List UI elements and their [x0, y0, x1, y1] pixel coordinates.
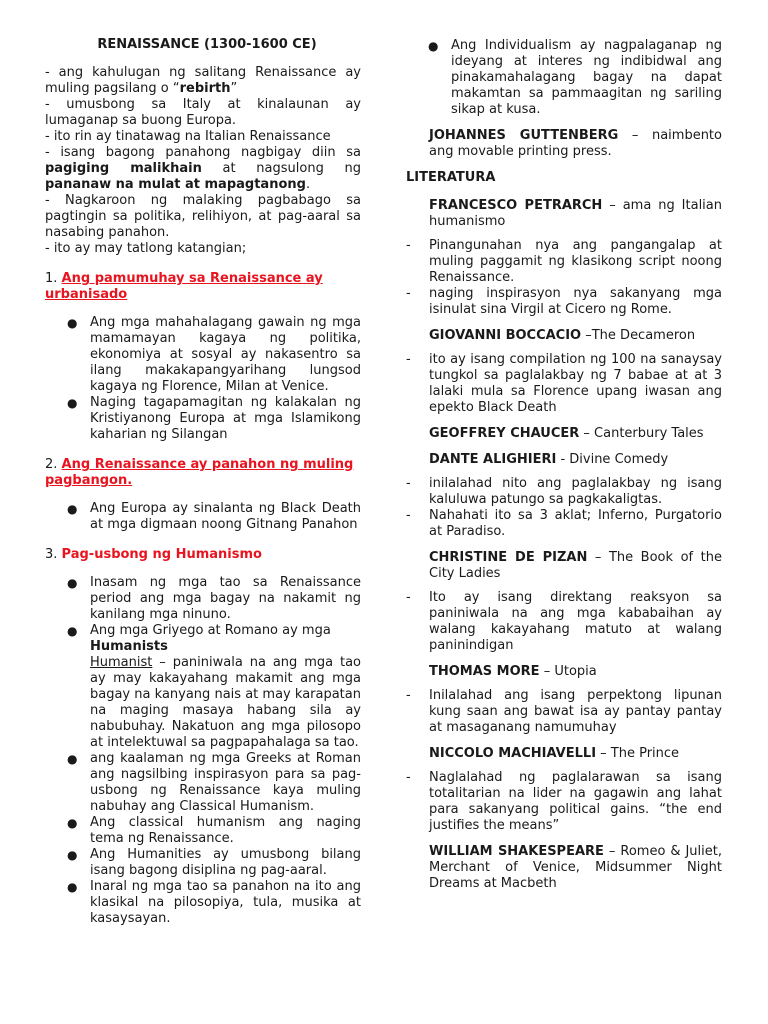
author-name: GEOFFREY CHAUCER	[429, 426, 580, 441]
entry-dante	[406, 452, 722, 468]
bullet-icon: ●	[67, 816, 78, 830]
list-item-text: – paniniwala na ang mga tao ay may kakayahang makamit ang mga bagay na kanyang nais at may karapatan na maging masaya habang sila ay nabubuhay. Nakatuon ang mga pilosopo at intelektuwal sa pagpapahalaga sa tao.	[90, 655, 361, 750]
dash-marker: -	[406, 770, 411, 785]
intro-text: - isang bagong panahong nagbigay diin sa	[45, 145, 361, 160]
section-heading-3	[45, 547, 361, 563]
more-list	[406, 688, 722, 736]
work-title: - Divine Comedy	[556, 452, 669, 467]
right-column	[406, 38, 722, 892]
list-item	[406, 238, 722, 286]
work-title: – Romeo & Juliet, Merchant of Venice, Midsummer Night Dreams at Macbeth	[429, 844, 722, 891]
list-item-text: Inilalahad ang isang perpektong lipunan kung saan ang bawat isa ay pantay pantay at masaganang namumuhay	[429, 688, 722, 735]
individualism-list	[406, 38, 722, 118]
list-item-text: ito ay isang compilation ng 100 na sanaysay tungkol sa paglalakbay ng 7 babae at at 3 lalaki mula sa Florence upang iwasan ang epekto Black Death	[429, 352, 722, 415]
work-title: – The Prince	[596, 746, 680, 761]
list-item-bold: Humanists	[90, 639, 168, 654]
intro-bold: pagiging malikhain	[45, 161, 202, 176]
work-title: –The Decameron	[581, 328, 696, 343]
entry-shakespeare	[406, 844, 722, 892]
section-heading-2	[45, 457, 361, 489]
list-item	[406, 352, 722, 416]
list-item	[406, 688, 722, 736]
page-title: RENAISSANCE (1300-1600 CE)	[97, 37, 317, 52]
dash-marker: -	[406, 352, 411, 367]
intro-line: - Nagkaroon ng malaking pagbabago sa pagtingin sa politika, relihiyon, at pag-aaral sa nasabing panahon.	[45, 193, 361, 240]
intro-bold: pananaw na mulat at mapagtanong	[45, 177, 306, 192]
list-item	[406, 590, 722, 654]
work-title: – Utopia	[539, 664, 597, 679]
bullet-icon: ●	[67, 316, 78, 330]
bullet-icon: ●	[428, 39, 439, 53]
section-number: 2.	[45, 457, 62, 472]
list-item-text: naging inspirasyon nya sakanyang mga isinulat sina Virgil at Cicero ng Rome.	[429, 286, 722, 317]
list-item-text: Ang Europa ay sinalanta ng Black Death at mga digmaan noong Gitnang Panahon	[90, 501, 361, 532]
entry-pizan	[406, 550, 722, 582]
bullet-icon: ●	[67, 624, 78, 638]
dash-marker: -	[406, 476, 411, 491]
list-item-text: Nahahati ito sa 3 aklat; Inferno, Purgatorio at Paradiso.	[429, 508, 722, 539]
section-3-list	[45, 575, 361, 927]
author-name: FRANCESCO PETRARCH	[429, 198, 603, 213]
list-item-text: Ang classical humanism ang naging tema ng Renaissance.	[90, 815, 361, 846]
intro-line: - umusbong sa Italy at kinalaunan ay lumaganap sa buong Europa.	[45, 97, 361, 128]
list-item-text: Ang mga Griyego at Romano ay mga	[90, 623, 331, 638]
list-item-text: Naglalahad ng paglalarawan sa isang totalitarian na lider na gagawin ang lahat para sakanyang political gains. “the end justifies the means”	[429, 770, 722, 833]
list-item	[406, 286, 722, 318]
term-humanist: Humanist	[90, 655, 153, 670]
dash-marker: -	[406, 508, 411, 523]
list-item	[45, 501, 361, 533]
bullet-icon: ●	[67, 576, 78, 590]
boccacio-list	[406, 352, 722, 416]
work-title: – The Book of the City Ladies	[429, 550, 722, 581]
list-item-text: Inasam ng mga tao sa Renaissance period ang mga bagay na nakamit ng kanilang mga ninuno.	[90, 575, 361, 622]
entry-more	[406, 664, 722, 680]
list-item-text: Ito ay isang direktang reaksyon sa paniniwala na ang mga kababaihan ay walang kakayahang matuto at walang paninindigan	[429, 590, 722, 653]
list-item	[45, 395, 361, 443]
section-number: 3.	[45, 547, 62, 562]
section-heading: LITERATURA	[406, 170, 496, 185]
section-title: Pag-usbong ng Humanismo	[61, 547, 262, 562]
list-item	[406, 38, 722, 118]
petrarch-list	[406, 238, 722, 318]
pizan-list	[406, 590, 722, 654]
section-title: Ang pamumuhay sa Renaissance ay urbanisado	[45, 271, 323, 302]
list-item	[45, 847, 361, 879]
entry-guttenberg	[406, 128, 722, 160]
work-title: – ama ng Italian humanismo	[429, 198, 722, 229]
list-item-text: Naging tagapamagitan ng kalakalan ng Kristiyanong Europa at mga Islamikong kaharian ng Silangan	[90, 395, 361, 442]
list-item-text: Ang Humanities ay umusbong bilang isang bagong disiplina ng pag-aaral.	[90, 847, 361, 878]
work-title: – naimbento ang movable printing press.	[429, 128, 722, 159]
intro-text: at nagsulong ng	[201, 161, 361, 176]
intro-line	[45, 65, 361, 97]
list-item	[45, 751, 361, 815]
section-1-list	[45, 315, 361, 443]
author-name: DANTE ALIGHIERI	[429, 452, 557, 467]
list-item-text: Inaral ng mga tao sa panahon na ito ang klasikal na pilosopiya, tula, musika at kasaysayan.	[90, 879, 361, 926]
entry-petrarch	[406, 198, 722, 230]
machiavelli-list	[406, 770, 722, 834]
intro-line	[45, 145, 361, 193]
dash-marker: -	[406, 286, 411, 301]
bullet-icon: ●	[67, 502, 78, 516]
list-item	[45, 315, 361, 395]
list-item	[45, 623, 361, 751]
author-name: THOMAS MORE	[429, 664, 540, 679]
list-item	[406, 476, 722, 508]
entry-chaucer	[406, 426, 722, 442]
list-item	[45, 815, 361, 847]
list-item-text: Pinangunahan nya ang pangangalap at muling paggamit ng klasikong script noong Renaissance.	[429, 238, 722, 285]
author-name: JOHANNES GUTTENBERG	[429, 128, 619, 143]
list-item-text: Ang Individualism ay nagpalaganap ng ideyang at interes ng indibidwal ang pinakamahalagang bagay na dapat makamtan sa pammaagitan ng sariling sikap at kusa.	[451, 38, 722, 117]
bullet-icon: ●	[67, 880, 78, 894]
work-title: – Canterbury Tales	[579, 426, 704, 441]
list-item-text: inilalahad nito ang paglalakbay ng isang kaluluwa patungo sa pagkakaligtas.	[429, 476, 722, 507]
literatura-heading	[406, 170, 722, 186]
dante-list	[406, 476, 722, 540]
list-item	[406, 508, 722, 540]
list-item	[45, 879, 361, 927]
intro-block	[45, 65, 361, 257]
author-name: NICCOLO MACHIAVELLI	[429, 746, 597, 761]
intro-line: - ito ay may tatlong katangian;	[45, 241, 247, 256]
intro-bold: rebirth	[179, 81, 231, 96]
section-number: 1.	[45, 271, 62, 286]
entry-machiavelli	[406, 746, 722, 762]
dash-marker: -	[406, 590, 411, 605]
list-item	[406, 770, 722, 834]
list-item-text: ang kaalaman ng mga Greeks at Roman ang nagsilbing inspirasyon para sa pag-usbong ng Renaissance kaya muling nabuhay ang Classical Humanism.	[90, 751, 361, 814]
left-column	[45, 34, 361, 927]
bullet-icon: ●	[67, 396, 78, 410]
dash-marker: -	[406, 688, 411, 703]
bullet-icon: ●	[67, 752, 78, 766]
intro-text: ”	[230, 81, 238, 96]
intro-text: .	[305, 177, 311, 192]
dash-marker: -	[406, 238, 411, 253]
list-item-text: Ang mga mahahalagang gawain ng mga mamamayan kagaya ng politika, ekonomiya at sosyal ay nakasentro sa ilang makakapangyarihang lungsod kagaya ng Florence, Milan at Venice.	[90, 315, 361, 394]
bullet-icon: ●	[67, 848, 78, 862]
author-name: WILLIAM SHAKESPEARE	[429, 844, 604, 859]
intro-line: - ito rin ay tinatawag na Italian Renaissance	[45, 129, 331, 144]
author-name: GIOVANNI BOCCACIO	[429, 328, 582, 343]
entry-boccacio	[406, 328, 722, 344]
section-heading-1	[45, 271, 361, 303]
section-2-list	[45, 501, 361, 533]
list-item	[45, 575, 361, 623]
section-title: Ang Renaissance ay panahon ng muling pagbangon.	[45, 457, 354, 488]
author-name: CHRISTINE DE PIZAN	[429, 550, 588, 565]
intro-text: - ang kahulugan ng salitang Renaissance ay muling pagsilang o “	[45, 65, 361, 96]
